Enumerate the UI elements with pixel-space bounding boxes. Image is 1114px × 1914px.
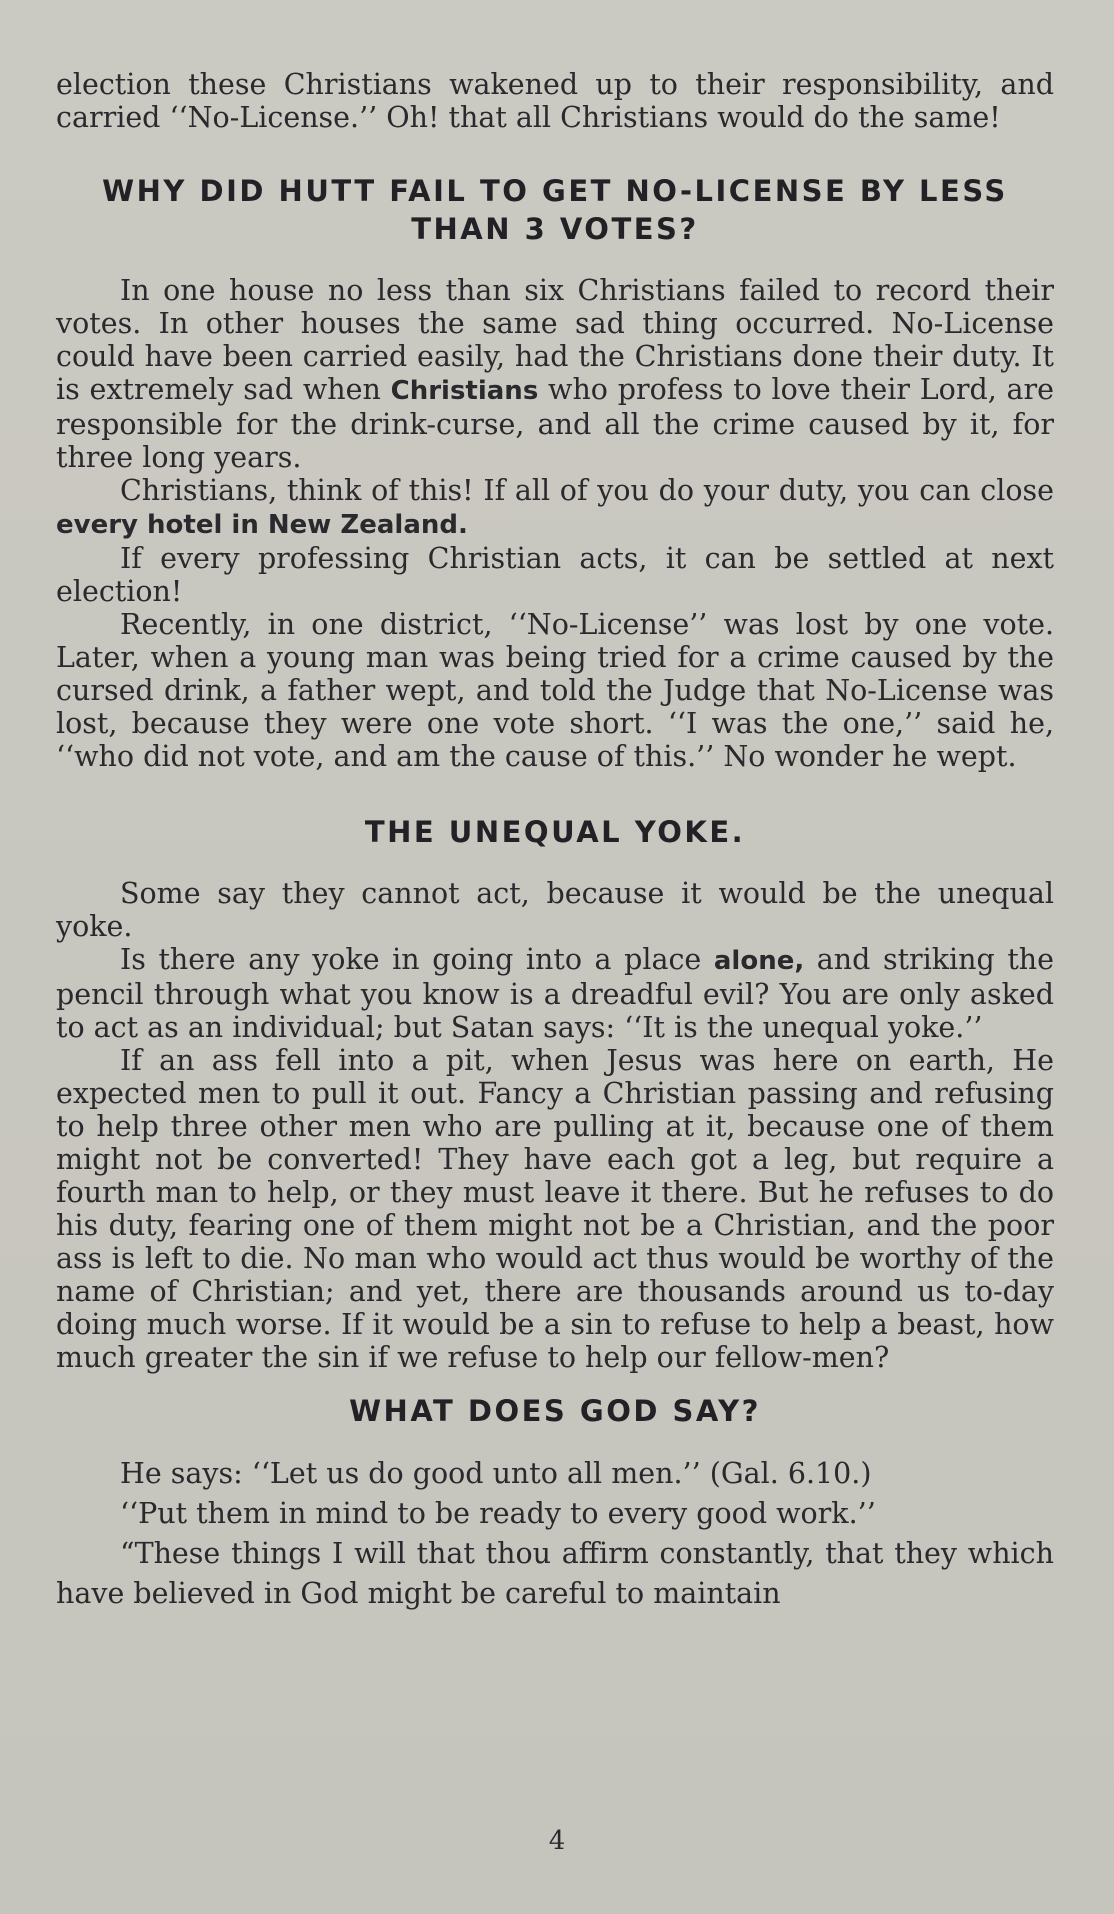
god-paragraph-3: “These things I will that thou affirm constantly, that they which have believed in God might be careful to maintain	[56, 1537, 1054, 1610]
hutt-p1-text-b: who profess to love their Lord, are responsible for the drink-curse, and all the crime caused by it, for three long years.	[56, 373, 1054, 474]
hutt-paragraph-3: If every professing Christian acts, it can be settled at next election!	[56, 542, 1054, 608]
continued-paragraph: election these Christians wakened up to their responsibility, and carried ‘‘No-License.’’ Oh! that all Christians would do the same!	[56, 68, 1054, 134]
yoke-p2-text-b: and striking the pencil through what you know is a dreadful evil? You are only asked to act as an individual; but Satan says: ‘‘It is the unequal yoke.’’	[56, 943, 1054, 1044]
heading-hutt: WHY DID HUTT FAIL TO GET NO-LICENSE BY LESS THAN 3 VOTES?	[102, 174, 1008, 246]
yoke-p2-emphasis: alone,	[713, 946, 805, 976]
yoke-paragraph-1: Some say they cannot act, because it would be the unequal yoke.	[56, 877, 1054, 943]
yoke-p2-text-a: Is there any yoke in going into a place	[120, 943, 714, 976]
hutt-paragraph-4: Recently, in one district, ‘‘No-License’’ was lost by one vote. Later, when a young man was being tried for a crime caused by the cursed drink, a father wept, and told the Judge that No-License was lost, because they were one vote short. ‘‘I was the one,’’ said he, ‘‘who did not vote, and am the cause of this.’’ No wonder he wept.	[56, 608, 1054, 773]
hutt-paragraph-2	[56, 474, 1054, 542]
hutt-p2-emphasis: every hotel in New Zealand.	[56, 510, 468, 540]
god-paragraph-2: ‘‘Put them in mind to be ready to every good work.’’	[120, 1497, 876, 1530]
heading-what-does-god-say: WHAT DOES GOD SAY?	[349, 1394, 761, 1428]
hutt-p1-emphasis: Christians	[390, 376, 539, 406]
yoke-paragraph-2	[56, 943, 1054, 1044]
hutt-p1-text-a: In one house no less than six Christians failed to record their votes. In other houses the same sad thing occurred. No-License could have been carried easily, had the Christians done their duty. It is extremely sad when	[56, 274, 1054, 406]
god-section	[56, 1454, 1054, 1614]
heading-unequal-yoke: THE UNEQUAL YOKE.	[364, 815, 746, 849]
yoke-paragraph-3: If an ass fell into a pit, when Jesus was here on earth, He expected men to pull it out. Fancy a Christian passing and refusing to help three other men who are pulling at it, because one of them might not be converted! They have each got a leg, but require a fourth man to help, or they must leave it there. But he refuses to do his duty, fearing one of them might not be a Christian, and the poor ass is left to die. No man who would act thus would be worthy of the name of Christian; and yet, there are thousands around us to-day doing much worse. If it would be a sin to refuse to help a beast, how much greater the sin if we refuse to help our fellow-men?	[56, 1044, 1054, 1374]
hutt-paragraph-1	[56, 274, 1054, 474]
hutt-p2-text-a: Christians, think of this! If all of you do your duty, you can close	[120, 474, 1054, 507]
page-number: 4	[548, 1826, 566, 1856]
god-paragraph-1: He says: ‘‘Let us do good unto all men.’’ (Gal. 6.10.)	[120, 1457, 872, 1490]
